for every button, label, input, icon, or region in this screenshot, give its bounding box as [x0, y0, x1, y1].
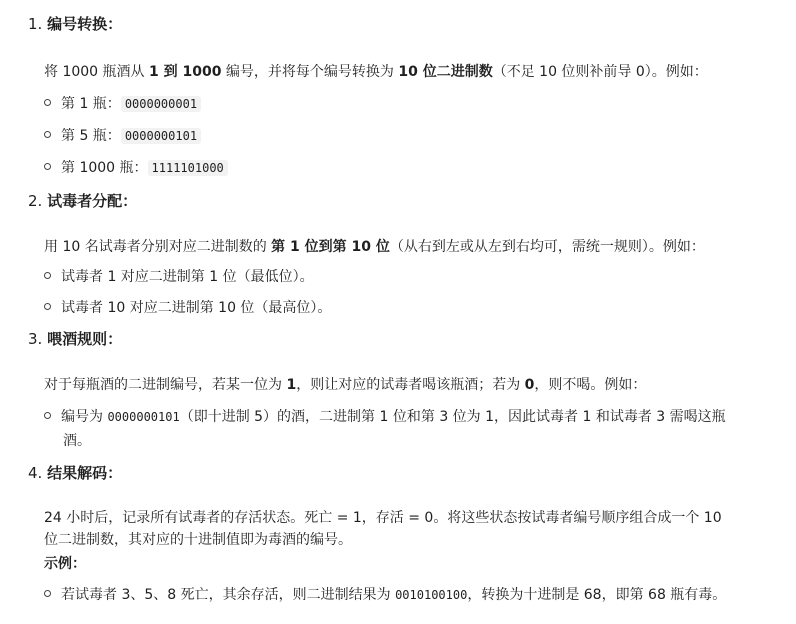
section-2-paragraph [44, 237, 705, 257]
s2-text-c: （从右到左或从左到右均可，需统一规则）。例如： [389, 239, 705, 255]
list-item-text-a: 编号为 [61, 409, 108, 425]
section-1-heading [28, 14, 122, 34]
bullet-icon [44, 303, 51, 310]
bullet-icon [44, 272, 51, 279]
list-item [44, 407, 726, 427]
section-2-number: 2. [28, 192, 43, 210]
s3-text-d: 0 [524, 377, 535, 393]
section-1-title: 编号转换 [47, 15, 108, 33]
section-3-paragraph [44, 375, 646, 395]
list-item [44, 585, 726, 605]
section-2-colon: ： [122, 192, 138, 210]
list-item [44, 94, 201, 114]
section-4-colon: ： [107, 464, 123, 482]
list-item-text: 试毒者 10 对应二进制第 10 位（最高位）。 [61, 300, 332, 316]
section-2-title: 试毒者分配 [47, 192, 123, 210]
s3-text-a: 对于每瓶酒的二进制编号，若某一位为 [44, 377, 287, 393]
list-item-label: 第 1000 瓶： [61, 160, 148, 176]
list-item-label: 第 5 瓶： [61, 128, 121, 144]
s3-text-b: 1 [286, 377, 297, 393]
bullet-icon [44, 131, 51, 138]
list-item [44, 267, 314, 287]
inline-code: 0000000101 [107, 410, 180, 424]
section-1-colon: ： [107, 15, 123, 33]
example-label-text: 示例 [44, 556, 72, 572]
section-4-title: 结果解码 [47, 464, 108, 482]
s3-text-e: ，则不喝。例如： [534, 377, 647, 393]
s2-text-b: 第 1 位到第 10 位 [271, 239, 390, 255]
example-label-colon: ： [72, 556, 86, 572]
list-item-label: 第 1 瓶： [61, 96, 121, 112]
section-4-heading [28, 463, 122, 483]
s3-text-c: ，则让对应的试毒者喝该瓶酒；若为 [296, 377, 525, 393]
section-4-paragraph-line-2: 位二进制数，其对应的十进制值即为毒酒的编号。 [44, 532, 352, 548]
list-item-continuation: 酒。 [63, 433, 91, 449]
section-3-title: 喂酒规则 [47, 330, 108, 348]
bullet-icon [44, 163, 51, 170]
inline-code: 0000000001 [121, 96, 201, 112]
list-item [44, 158, 228, 178]
section-2-heading [28, 191, 137, 211]
section-3-number: 3. [28, 330, 43, 348]
s1-text-b: 1 到 1000 [148, 64, 222, 80]
bullet-icon [44, 99, 51, 106]
bullet-icon [44, 412, 51, 419]
s1-text-c: 编号，并将每个编号转换为 [221, 64, 399, 80]
inline-code: 1111101000 [148, 160, 228, 176]
list-item [44, 298, 331, 318]
list-item-text: 试毒者 1 对应二进制第 1 位（最低位）。 [61, 269, 314, 285]
s2-text-a: 用 10 名试毒者分别对应二进制数的 [44, 239, 272, 255]
section-3-colon: ： [107, 330, 123, 348]
section-1-paragraph [44, 62, 708, 82]
inline-code: 0010100100 [395, 588, 468, 602]
list-item-text-a: 若试毒者 3、5、8 死亡，其余存活，则二进制结果为 [61, 587, 396, 603]
list-item-text-b: （即十进制 5）的酒，二进制第 1 位和第 3 位为 1，因此试毒者 1 和试毒者 3 需喝这瓶 [179, 409, 726, 425]
s1-text-d: 10 位二进制数 [398, 64, 493, 80]
inline-code: 0000000101 [121, 128, 201, 144]
bullet-icon [44, 590, 51, 597]
list-item [44, 126, 201, 146]
example-label [44, 554, 86, 574]
s1-text-a: 将 1000 瓶酒从 [44, 64, 149, 80]
list-item-text-b: ，转换为十进制是 68，即第 68 瓶有毒。 [467, 587, 727, 603]
section-4-paragraph-line-1: 24 小时后，记录所有试毒者的存活状态。死亡 = 1，存活 = 0。将这些状态按试毒者编号顺序组合成一个 10 [44, 510, 722, 526]
section-3-heading [28, 329, 122, 349]
section-1-number: 1. [28, 15, 43, 33]
s1-text-e: （不足 10 位则补前导 0）。例如： [492, 64, 708, 80]
section-4-number: 4. [28, 464, 43, 482]
